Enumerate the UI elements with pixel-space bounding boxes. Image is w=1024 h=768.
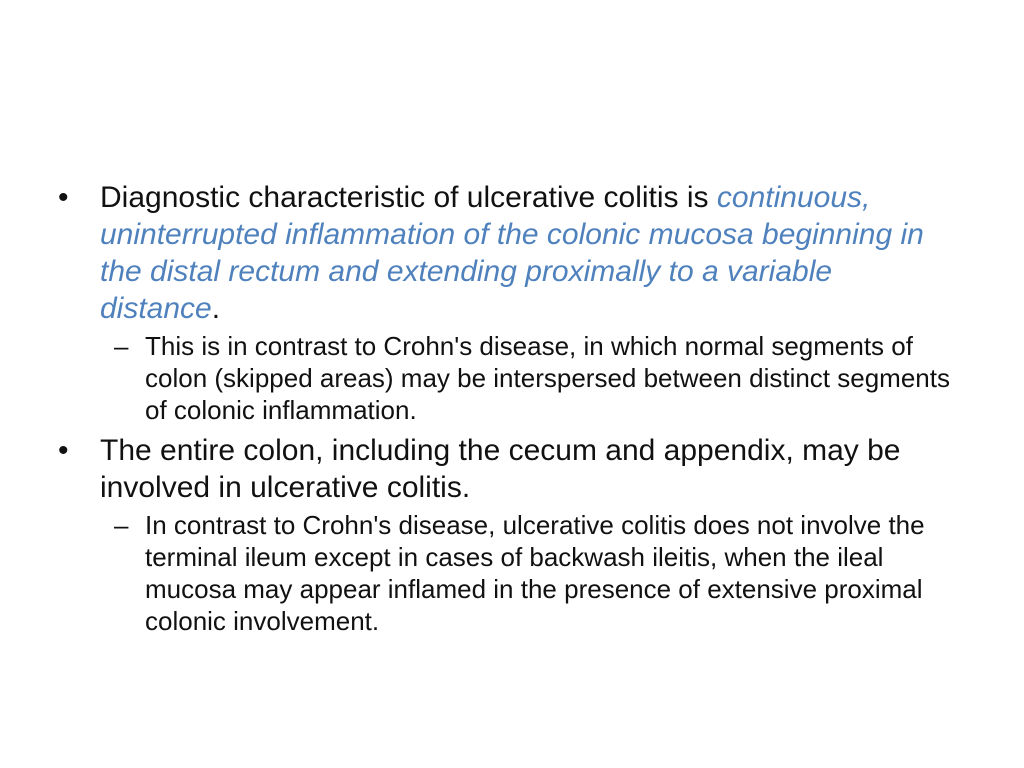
bullet-1-text: Diagnostic characteristic of ulcerative colitis is <box>100 181 717 214</box>
bullet-1-emphasis: continuous, uninterrupted inflammation of the colonic mucosa beginning in the distal rectum and extending proximally to a variable distance <box>100 181 924 325</box>
bullet-2-text: The entire colon, including the cecum and appendix, may be involved in ulcerative colitis. <box>100 434 901 504</box>
sub-bullet-2-text: In contrast to Crohn's disease, ulcerative colitis does not involve the terminal ileum except in cases of backwash ileitis, when the ileal mucosa may appear inflamed in the presence of extensive proximal colonic involvement. <box>145 510 925 636</box>
sub-bullet-2 <box>58 509 958 637</box>
bullet-1 <box>58 179 958 327</box>
bullet-2 <box>58 432 958 506</box>
slide-body <box>58 179 958 637</box>
dash-marker: – <box>114 331 129 361</box>
sub-bullet-1-text: This is in contrast to Crohn's disease, in which normal segments of colon (skipped areas) may be interspersed between distinct segments of colonic inflammation. <box>145 331 950 425</box>
bullet-marker: • <box>58 181 69 214</box>
dash-marker: – <box>114 510 129 540</box>
bullet-1-period: . <box>211 292 221 325</box>
sub-bullet-1 <box>58 330 958 426</box>
bullet-marker: • <box>58 434 69 467</box>
